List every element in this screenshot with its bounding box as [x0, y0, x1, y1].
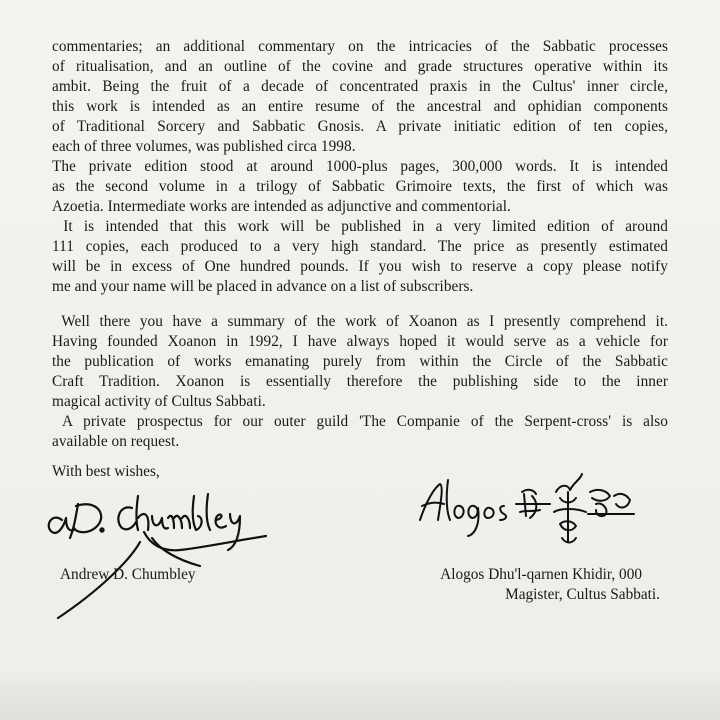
text-line: will be in excess of One hundred pounds. If you wish to reserve a copy please notify [52, 258, 668, 275]
page-fold-shadow [0, 670, 720, 720]
text-line: It is intended that this work will be published in a very limited edition of around [52, 218, 668, 235]
handwritten-signature-right [410, 462, 650, 562]
handwritten-signature-left [40, 490, 280, 630]
text-line: magical activity of Cultus Sabbati. [52, 393, 266, 410]
text-line: The private edition stood at around 1000-plus pages, 300,000 words. It is intended [52, 158, 668, 175]
text-line: me and your name will be placed in advance on a list of subscribers. [52, 278, 474, 295]
text-line: Having founded Xoanon in 1992, I have always hoped it would serve as a vehicle for [52, 333, 668, 350]
text-line: ambit. Being the fruit of a decade of concentrated praxis in the Cultus' inner circle, [52, 78, 668, 95]
text-line: of Traditional Sorcery and Sabbatic Gnosis. A private initiatic edition of ten copies, [52, 118, 668, 135]
text-line: commentaries; an additional commentary on the intricacies of the Sabbatic processes [52, 38, 668, 55]
text-line: available on request. [52, 433, 180, 450]
text-line: the publication of works emanating purely from within the Circle of the Sabbatic [52, 353, 668, 370]
text-line: of ritualisation, and an outline of the covine and grade structures operative within its [52, 58, 668, 75]
text-line: Craft Tradition. Xoanon is essentially therefore the publishing side to the inner [52, 373, 668, 390]
text-line: Azoetia. Intermediate works are intended as adjunctive and commentorial. [52, 198, 511, 215]
signatory-name-left: Andrew D. Chumbley [60, 566, 196, 583]
signatory-name-right: Alogos Dhu'l-qarnen Khidir, 000 [440, 566, 642, 583]
text-line: 111 copies, each produced to a very high standard. The price as presently estimated [52, 238, 668, 255]
signatory-title-right: Magister, Cultus Sabbati. [505, 586, 660, 603]
text-line: each of three volumes, was published circa 1998. [52, 138, 356, 155]
text-line: as the second volume in a trilogy of Sabbatic Grimoire texts, the first of which was [52, 178, 668, 195]
text-line: Well there you have a summary of the work of Xoanon as I presently comprehend it. [52, 313, 668, 330]
text-line: this work is intended as an entire resume of the ancestral and ophidian components [52, 98, 668, 115]
closing-salutation: With best wishes, [52, 463, 160, 480]
text-line: A private prospectus for our outer guild 'The Companie of the Serpent-cross' is also [52, 413, 668, 430]
